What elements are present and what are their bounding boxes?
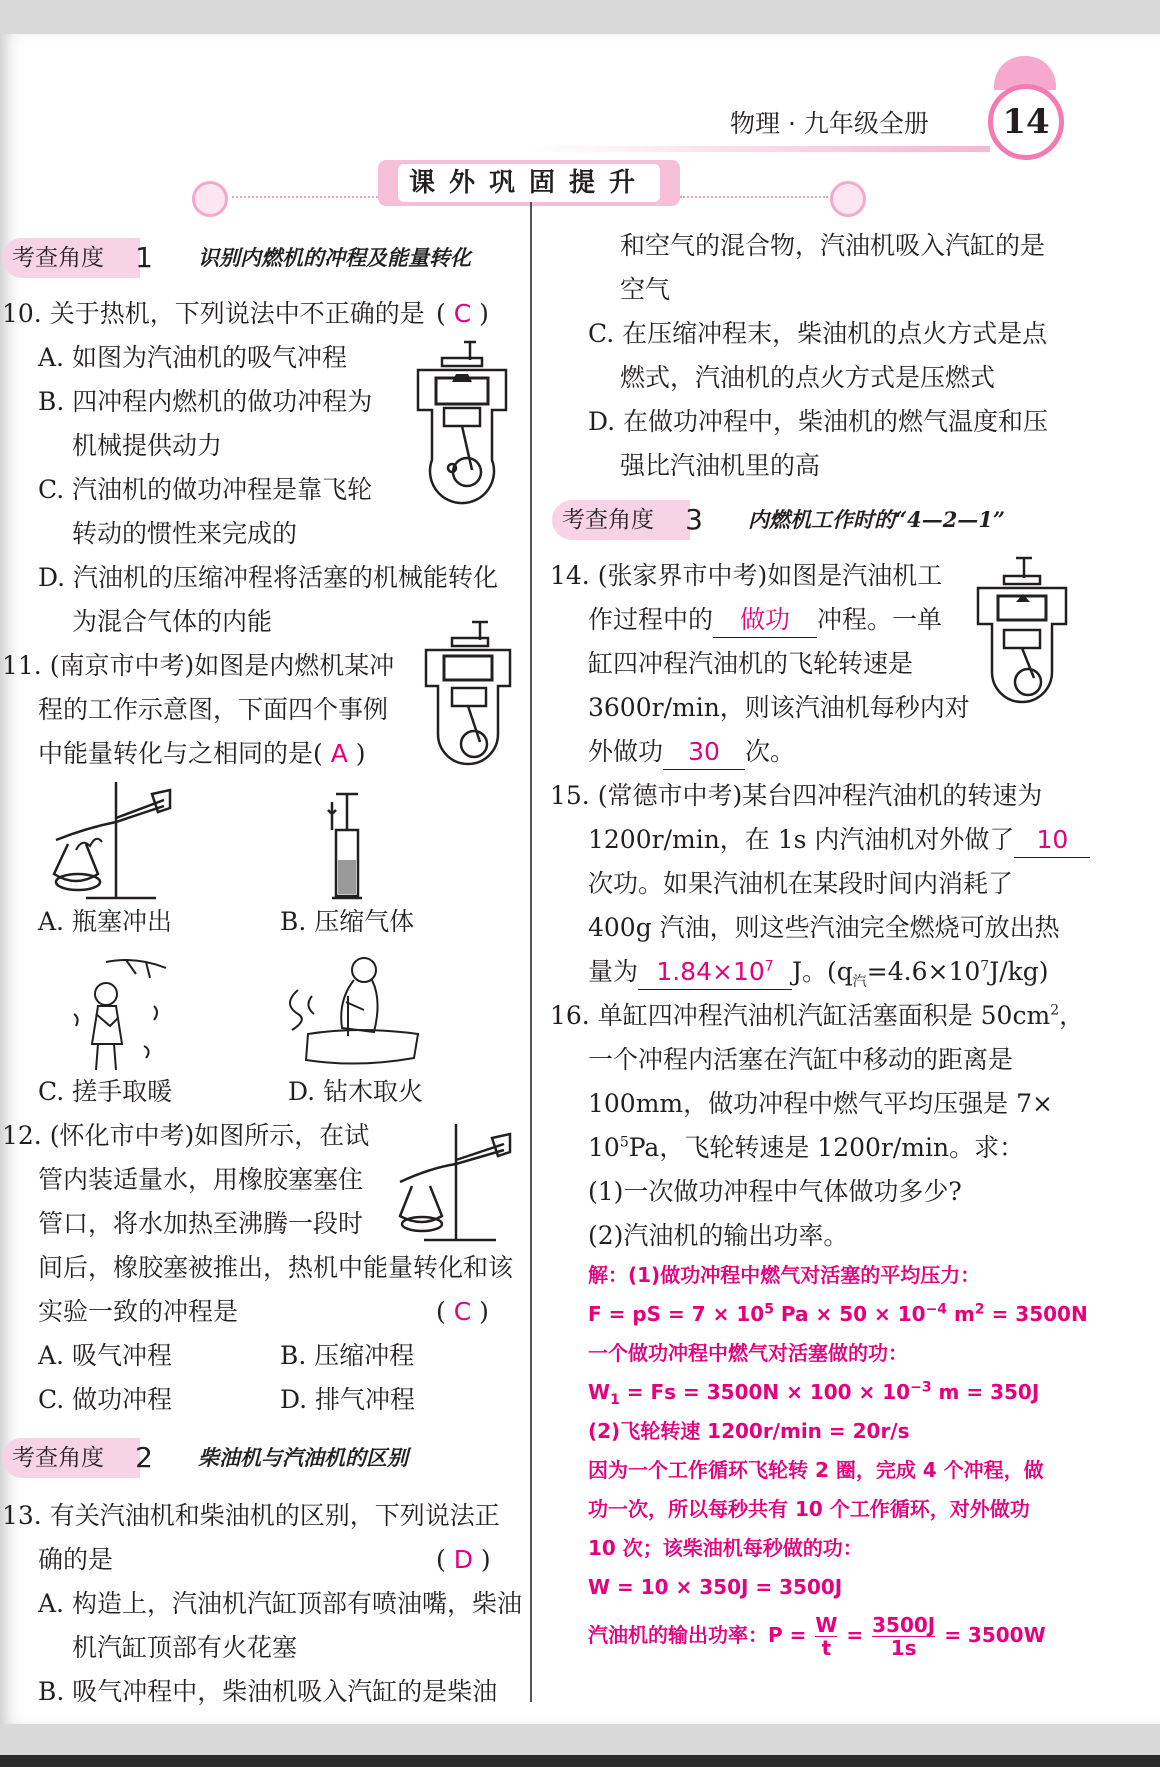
solution-force-exp3: 2 xyxy=(974,1301,985,1318)
q11-line-1: 11. (南京市中考)如图是内燃机某冲 xyxy=(2,651,395,680)
q16-line-4-text: 10 xyxy=(588,1133,620,1162)
flask-stopper-image xyxy=(46,778,176,902)
q16-line-4-end: Pa，飞轮转速是 1200r/min。求： xyxy=(628,1133,1025,1162)
banner-left-dots xyxy=(232,196,378,198)
q12-option-b: B. 压缩冲程 xyxy=(280,1341,415,1370)
q15-q-subscript: 汽 xyxy=(852,974,867,990)
solution-line-10 xyxy=(588,1614,1046,1659)
solution-line-5: (2)飞轮转速 1200r/min = 20r/s xyxy=(588,1419,910,1443)
page-number: 14 xyxy=(988,84,1064,160)
fraction-denominator: 1s xyxy=(890,1636,917,1660)
solution-work-a: W xyxy=(588,1380,611,1404)
section-title-2: 柴油机与汽油机的区别 xyxy=(198,1445,408,1470)
q12-line-3: 管口，将水加热至沸腾一段时 xyxy=(38,1209,364,1238)
q13-option-a-cont: 机汽缸顶部有火花塞 xyxy=(72,1633,298,1662)
banner-right-arrow-icon xyxy=(830,181,866,217)
q12-line-2: 管内装适量水，用橡胶塞塞住 xyxy=(38,1165,364,1194)
q16-line-1-text: 16. 单缸四冲程汽油机汽缸活塞面积是 50cm xyxy=(550,1001,1051,1030)
q13-answer-bracket: ( D ) xyxy=(436,1545,491,1574)
q14-line-3: 缸四冲程汽油机的飞轮转速是 xyxy=(588,649,914,678)
section-title-3: 内燃机工作时的“4—2—1” xyxy=(748,507,1005,532)
solution-work-exp: −3 xyxy=(910,1379,932,1396)
q13-option-b-cont2: 空气 xyxy=(620,275,671,304)
q15-heat-unit: J/kg) xyxy=(989,957,1049,986)
fraction-w-over-t xyxy=(815,1614,837,1659)
engine-diagram-q14 xyxy=(974,556,1070,716)
solution-line-7: 功一次，所以每秒共有 10 个工作循环，对外做功 xyxy=(588,1497,1030,1521)
section-title-1: 识别内燃机的冲程及能量转化 xyxy=(198,245,471,270)
q11-option-c: C. 搓手取暖 xyxy=(38,1077,173,1106)
q10-option-d-cont: 为混合气体的内能 xyxy=(72,607,273,636)
q12-option-c: C. 做功冲程 xyxy=(38,1385,173,1414)
viewer-bottom-bar xyxy=(0,1755,1160,1767)
q14-blank-2: 30 xyxy=(663,735,745,770)
q12-answer-bracket: ( C ) xyxy=(436,1297,489,1326)
section-number: 1 xyxy=(135,241,153,274)
q15-line-1: 15. (常德市中考)某台四冲程汽油机的转速为 xyxy=(550,781,1043,810)
q16-line-2: 一个冲程内活塞在汽缸中移动的距离是 xyxy=(588,1045,1014,1074)
q15-blank-1: 10 xyxy=(1014,823,1090,858)
q11-answer: A xyxy=(330,739,348,768)
engine-diagram-q10 xyxy=(412,340,512,510)
q10-option-b-cont: 机械提供动力 xyxy=(72,431,223,460)
q16-line-3: 100mm，做功冲程中燃气平均压强是 7× xyxy=(588,1089,1053,1118)
q13-option-b-cont: 和空气的混合物，汽油机吸入汽缸的是 xyxy=(620,231,1046,260)
q12-line-4: 间后，橡胶塞被推出，热机中能量转化和该 xyxy=(38,1253,514,1282)
solution-power-result: = 3500W xyxy=(944,1623,1046,1647)
section-number: 3 xyxy=(685,503,703,536)
q15-line-2 xyxy=(588,818,1090,862)
solution-line-1: 解：(1)做功冲程中燃气对活塞的平均压力： xyxy=(588,1263,981,1287)
q16-line-4 xyxy=(588,1126,1024,1170)
q10-answer-bracket: ( C ) xyxy=(436,299,489,328)
q13-line-2: 确的是 xyxy=(38,1545,114,1574)
section-tag-3 xyxy=(552,500,703,540)
q12-line-5: 实验一致的冲程是 xyxy=(38,1297,239,1326)
q15-blank-2-value: 1.84×10 xyxy=(656,957,765,986)
engine-diagram-q11 xyxy=(422,620,514,780)
q14-blank-1: 做功 xyxy=(713,603,817,638)
solution-force-c: m xyxy=(947,1302,975,1326)
q14-line-5-text: 外做功 xyxy=(588,737,664,766)
header-rule xyxy=(530,146,990,152)
drilling-wood-fire-image xyxy=(278,950,428,1072)
q11-option-d: D. 钻木取火 xyxy=(288,1077,424,1106)
q11-line-2: 程的工作示意图，下面四个事例 xyxy=(38,695,389,724)
q15-blank-2-exp: 7 xyxy=(764,958,774,975)
q15-blank-2 xyxy=(638,955,792,990)
q11-option-a: A. 瓶塞冲出 xyxy=(38,907,172,936)
solution-force-b: Pa × 50 × 10 xyxy=(773,1302,926,1326)
q11-bracket-close: ) xyxy=(355,739,366,768)
q15-line-4: 400g 汽油，则这些汽油完全燃烧可放出热 xyxy=(588,913,1060,942)
q12-option-d: D. 排气冲程 xyxy=(280,1385,416,1414)
q11-line-3 xyxy=(38,732,366,776)
q16-line-1 xyxy=(550,994,1084,1038)
q16-line-6: (2)汽油机的输出功率。 xyxy=(588,1221,849,1250)
solution-force-exp2: −4 xyxy=(925,1301,948,1318)
solution-power-label: 汽油机的输出功率：P = xyxy=(588,1623,807,1647)
q16-line-5: (1)一次做功冲程中气体做功多少? xyxy=(588,1177,962,1206)
q15-heat-exp: 7 xyxy=(980,958,990,975)
solution-line-8: 10 次；该柴油机每秒做的功： xyxy=(588,1536,863,1560)
test-tube-experiment-image xyxy=(396,1120,514,1246)
q16-area-exp: 2 xyxy=(1050,1002,1060,1019)
q15-line-5-unit: J。(q xyxy=(792,957,853,986)
q13-option-d-cont: 强比汽油机里的高 xyxy=(620,451,821,480)
q15-line-5-text: 量为 xyxy=(588,957,639,986)
q13-option-c: C. 在压缩冲程末，柴油机的点火方式是点 xyxy=(588,319,1048,348)
q13-option-d: D. 在做功冲程中，柴油机的燃气温度和压 xyxy=(588,407,1049,436)
section-label: 考查角度 xyxy=(12,245,104,271)
q10-answer: C xyxy=(453,299,472,328)
solution-line-2 xyxy=(588,1295,1088,1334)
column-divider xyxy=(530,202,532,1702)
fraction-numerator: 3500J xyxy=(872,1613,936,1637)
fraction-denominator: t xyxy=(821,1636,832,1660)
q14-line-5-end: 次。 xyxy=(745,737,796,766)
q15-line-5 xyxy=(588,950,1049,994)
section-label: 考查角度 xyxy=(562,507,654,533)
solution-work-c: m = 350J xyxy=(931,1380,1040,1404)
q15-line-2-text: 1200r/min，在 1s 内汽油机对外做了 xyxy=(588,825,1015,854)
solution-line-3: 一个做功冲程中燃气对活塞做的功： xyxy=(588,1341,908,1365)
q16-line-1-end: ， xyxy=(1059,1001,1085,1030)
q10-option-a: A. 如图为汽油机的吸气冲程 xyxy=(38,343,347,372)
q14-line-5 xyxy=(588,730,795,774)
subject-title: 物理 · 九年级全册 xyxy=(730,109,929,138)
solution-line-6: 因为一个工作循环飞轮转 2 圈，完成 4 个冲程，做 xyxy=(588,1458,1044,1482)
q11-line-3-text: 中能量转化与之相同的是( xyxy=(38,739,323,768)
q13-option-c-cont: 燃式，汽油机的点火方式是压燃式 xyxy=(620,363,996,392)
q14-line-2-end: 冲程。一单 xyxy=(817,605,943,634)
q10-stem: 10. 关于热机，下列说法中不正确的是 xyxy=(2,299,425,328)
q16-pressure-exp: 5 xyxy=(619,1134,629,1151)
q13-option-a: A. 构造上，汽油机汽缸顶部有喷油嘴，柴油 xyxy=(38,1589,522,1618)
q10-option-c: C. 汽油机的做功冲程是靠飞轮 xyxy=(38,475,373,504)
fraction-3500j-over-1s xyxy=(872,1614,935,1659)
q13-answer: D xyxy=(453,1545,473,1574)
solution-force-a: F = pS = 7 × 10 xyxy=(588,1302,765,1326)
fraction-numerator: W xyxy=(815,1613,838,1637)
rubbing-hands-image xyxy=(66,954,174,1074)
q13-option-b: B. 吸气冲程中，柴油机吸入汽缸的是柴油 xyxy=(38,1677,498,1706)
q12-option-a: A. 吸气冲程 xyxy=(38,1341,172,1370)
q14-line-2 xyxy=(588,598,942,642)
q12-line-1: 12. (怀化市中考)如图所示，在试 xyxy=(2,1121,370,1150)
banner-title: 课外巩固提升 xyxy=(398,164,660,202)
q13-line-1: 13. 有关汽油机和柴油机的区别，下列说法正 xyxy=(2,1501,500,1530)
q11-option-b: B. 压缩气体 xyxy=(280,907,415,936)
q15-line-3: 次功。如果汽油机在某段时间内消耗了 xyxy=(588,869,1014,898)
air-pump-image xyxy=(322,790,372,906)
solution-work-sub: 1 xyxy=(610,1392,620,1408)
section-tag-2 xyxy=(2,1438,153,1478)
solution-line-9: W = 10 × 350J = 3500J xyxy=(588,1575,843,1599)
solution-line-4 xyxy=(588,1373,1039,1412)
section-tag-1 xyxy=(2,238,153,278)
banner-right-dots xyxy=(680,196,828,198)
equals-sign: = xyxy=(846,1623,864,1647)
q10-option-c-cont: 转动的惯性来完成的 xyxy=(72,519,298,548)
solution-force-exp1: 5 xyxy=(764,1301,774,1318)
solution-force-d: = 3500N xyxy=(984,1302,1088,1326)
q15-heat-value: =4.6×10 xyxy=(866,957,981,986)
q14-line-1: 14. (张家界市中考)如图是汽油机工 xyxy=(550,561,943,590)
q14-line-2-text: 作过程中的 xyxy=(588,605,714,634)
solution-work-b: = Fs = 3500N × 100 × 10 xyxy=(619,1380,911,1404)
section-number: 2 xyxy=(135,1441,153,1474)
banner-left-arrow-icon xyxy=(192,181,228,217)
q12-answer: C xyxy=(453,1297,472,1326)
q14-line-4: 3600r/min，则该汽油机每秒内对 xyxy=(588,693,970,722)
q10-option-d: D. 汽油机的压缩冲程将活塞的机械能转化 xyxy=(38,563,499,592)
section-label: 考查角度 xyxy=(12,1445,104,1471)
q10-option-b: B. 四冲程内燃机的做功冲程为 xyxy=(38,387,373,416)
